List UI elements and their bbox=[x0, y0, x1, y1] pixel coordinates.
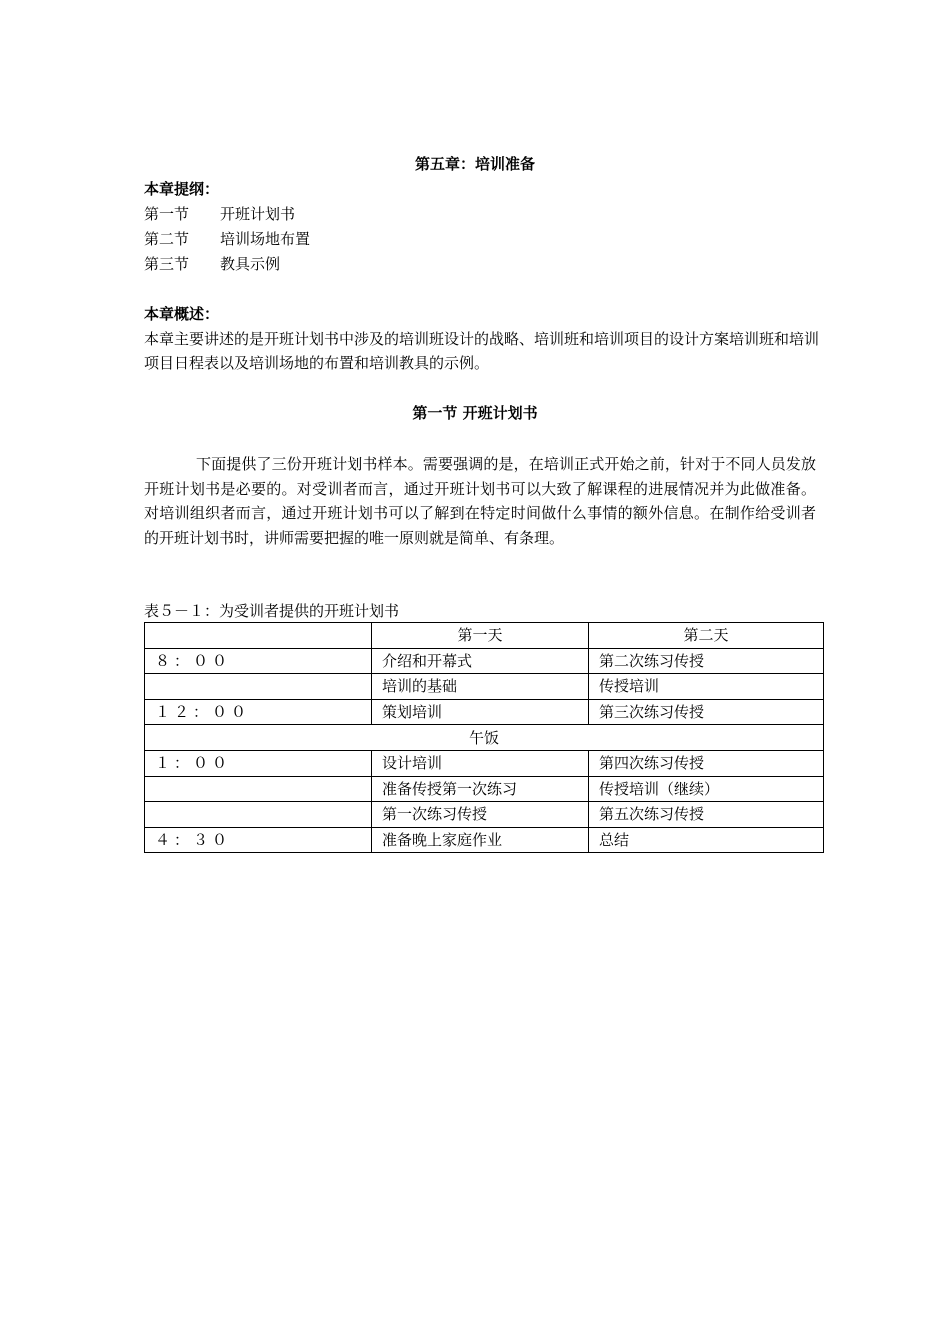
table-row bbox=[145, 776, 824, 802]
outline-item-title: 教具示例 bbox=[220, 255, 281, 273]
outline-item-title: 培训场地布置 bbox=[220, 230, 311, 248]
time-cell: ４：３０ bbox=[145, 827, 372, 853]
table-cell: 第一次练习传授 bbox=[372, 802, 589, 828]
table-cell: 第三次练习传授 bbox=[589, 699, 824, 725]
table-cell: 介绍和开幕式 bbox=[372, 648, 589, 674]
table-header-cell: 第一天 bbox=[372, 623, 589, 649]
overview-text: 本章主要讲述的是开班计划书中涉及的培训班设计的战略、培训班和培训项目的设计方案培训班和培训项目日程表以及培训场地的布置和培训教具的示例。 bbox=[144, 330, 820, 372]
outline-item bbox=[144, 202, 310, 227]
outline-item-number: 第一节 bbox=[144, 205, 190, 223]
table-row bbox=[145, 648, 824, 674]
table-cell: 传授培训 bbox=[589, 674, 824, 700]
outline-list bbox=[144, 202, 310, 277]
table-cell: 第五次练习传授 bbox=[589, 802, 824, 828]
outline-heading: 本章提纲： bbox=[144, 180, 220, 198]
table-cell: 第四次练习传授 bbox=[589, 750, 824, 776]
time-cell: １：００ bbox=[145, 750, 372, 776]
time-cell bbox=[145, 802, 372, 828]
time-cell bbox=[145, 776, 372, 802]
time-cell: ８：００ bbox=[145, 648, 372, 674]
table-row bbox=[145, 699, 824, 725]
table-cell: 策划培训 bbox=[372, 699, 589, 725]
table-cell: 传授培训（继续） bbox=[589, 776, 824, 802]
table-row bbox=[145, 674, 824, 700]
time-cell bbox=[145, 674, 372, 700]
outline-item bbox=[144, 227, 310, 252]
table-row bbox=[145, 750, 824, 776]
table-cell: 准备传授第一次练习 bbox=[372, 776, 589, 802]
table-row bbox=[145, 827, 824, 853]
table-row bbox=[145, 802, 824, 828]
table-cell: 总结 bbox=[589, 827, 824, 853]
outline-item-number: 第二节 bbox=[144, 230, 190, 248]
table-header-row bbox=[145, 623, 824, 649]
table-cell: 培训的基础 bbox=[372, 674, 589, 700]
chapter-title: 第五章：培训准备 bbox=[414, 155, 535, 173]
section-paragraph: 下面提供了三份开班计划书样本。需要强调的是，在培训正式开始之前，针对于不同人员发放开班计划书是必要的。对受训者而言，通过开班计划书可以大致了解课程的进展情况并为此做准备。对培训组织者而言，通过开班计划书可以了解到在特定时间做什么事情的额外信息。在制作给受训者的开班计划书时，讲师需要把握的唯一原则就是简单、有条理。 bbox=[144, 455, 816, 547]
table-caption: 表５－１：为受训者提供的开班计划书 bbox=[144, 602, 400, 620]
outline-item-number: 第三节 bbox=[144, 255, 190, 273]
schedule-table bbox=[144, 622, 824, 853]
table-cell: 准备晚上家庭作业 bbox=[372, 827, 589, 853]
section-title: 第一节 开班计划书 bbox=[412, 404, 538, 422]
outline-item-title: 开班计划书 bbox=[220, 205, 296, 223]
lunch-cell: 午饭 bbox=[145, 725, 824, 751]
table-header-cell: 第二天 bbox=[589, 623, 824, 649]
outline-item bbox=[144, 252, 310, 277]
table-row-lunch bbox=[145, 725, 824, 751]
table-cell: 第二次练习传授 bbox=[589, 648, 824, 674]
overview-heading: 本章概述： bbox=[144, 305, 220, 323]
table-cell: 设计培训 bbox=[372, 750, 589, 776]
table-header-cell bbox=[145, 623, 372, 649]
time-cell: １２：００ bbox=[145, 699, 372, 725]
